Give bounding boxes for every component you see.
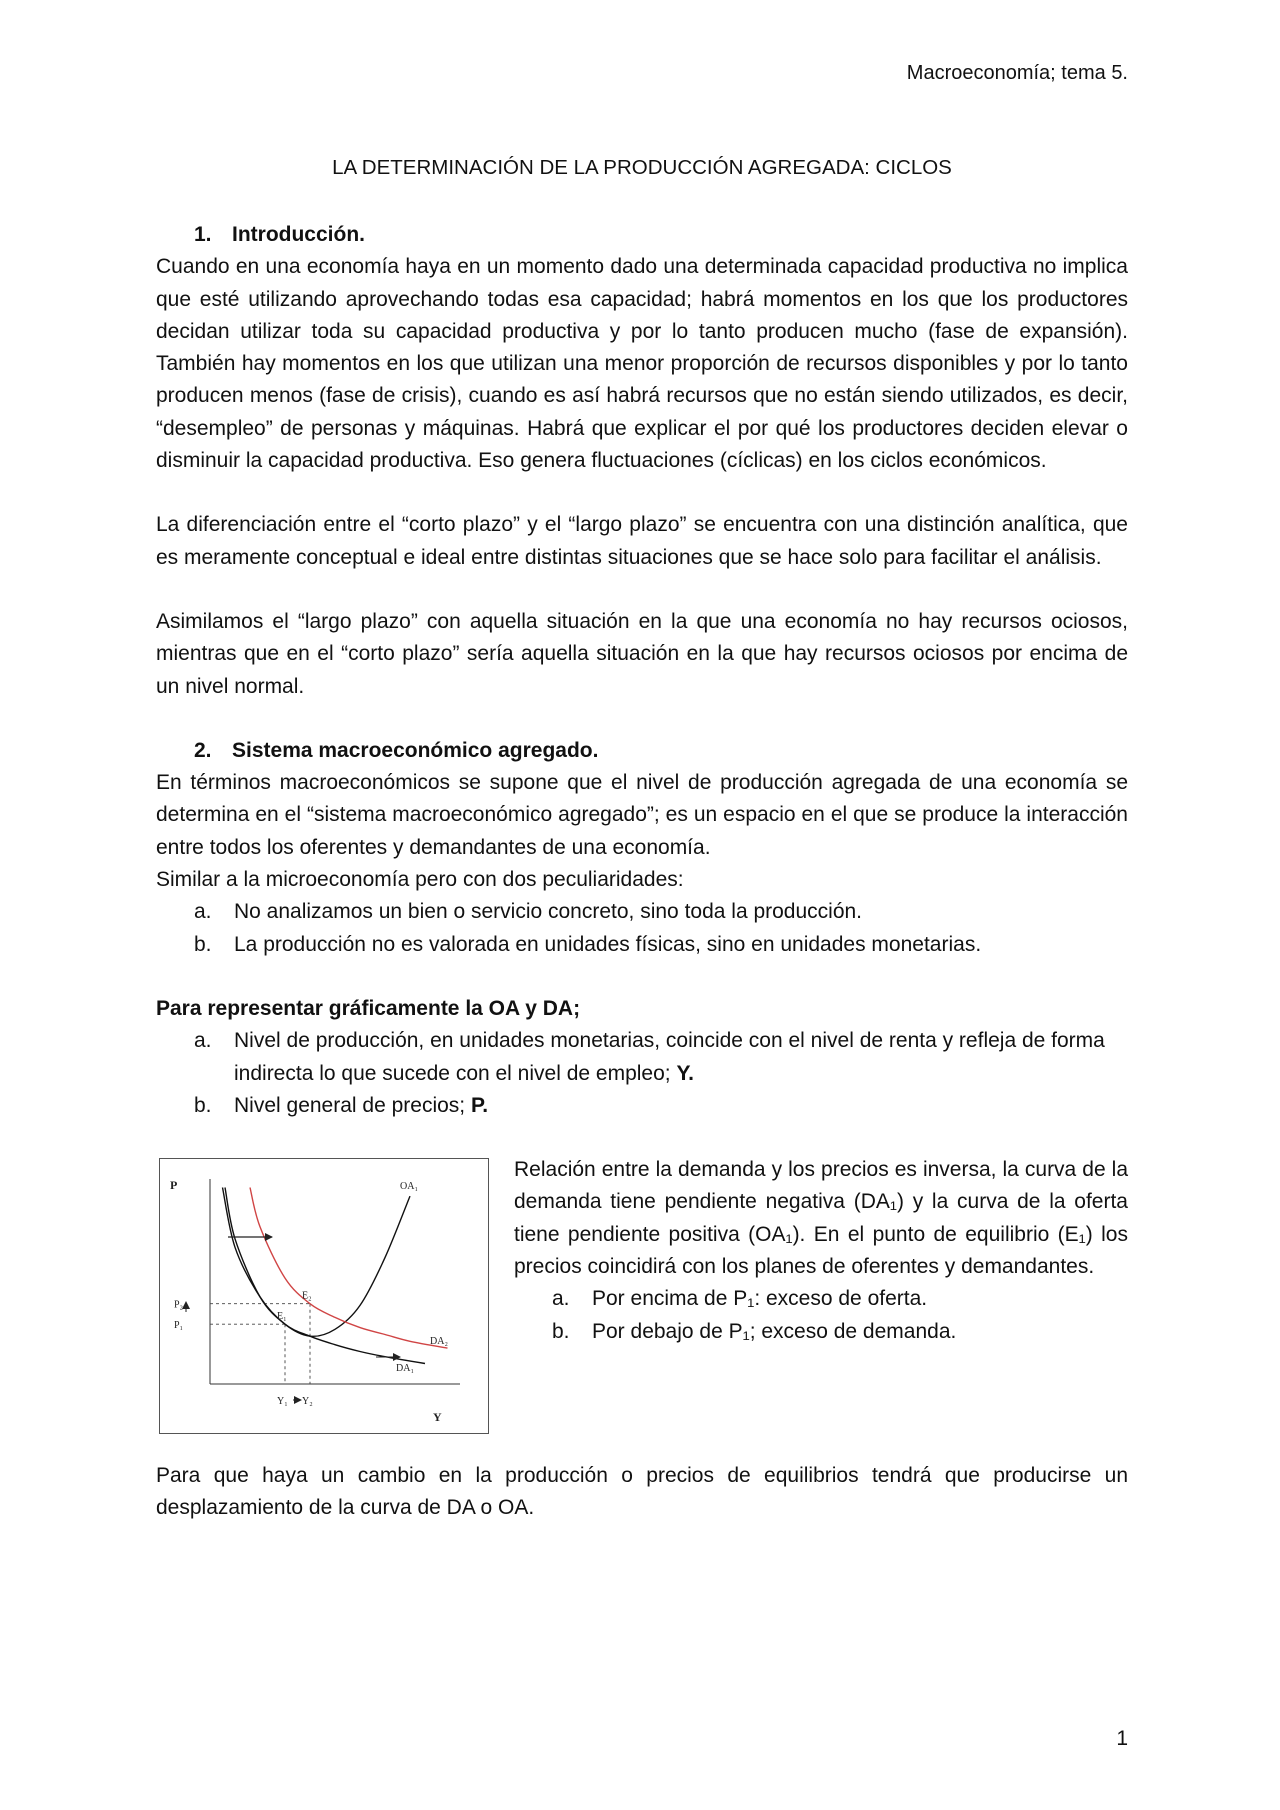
section-2-number: 2. [194, 738, 212, 762]
series-label-2: DA₁ [396, 1363, 414, 1375]
figure-paragraph: Relación entre la demanda y los precios es inversa, la curva de la demanda tiene pendiente negativa (DA₁) y la curva de la oferta tiene pendiente positiva (OA₁). En el punto de equilibrio (E₁) los precios coincidirá con los planes de oferentes y demandantes. [514, 1158, 1128, 1279]
list-item-bold: Y. [676, 1061, 694, 1085]
section-2-intro: Similar a la microeconomía pero con dos peculiaridades: [156, 868, 684, 892]
running-header: Macroeconomía; tema 5. [906, 62, 1128, 84]
list-marker: b. [194, 1093, 212, 1117]
list-item [514, 1316, 1128, 1348]
chart-svg [160, 1159, 487, 1432]
page-number: 1 [1116, 1727, 1128, 1750]
series-curve-3 [250, 1188, 448, 1349]
section-1-title: Introducción. [232, 223, 365, 246]
list-item [156, 929, 1128, 961]
document-title: LA DETERMINACIÓN DE LA PRODUCCIÓN AGREGADA: CICLOS [332, 156, 952, 179]
list-item [156, 1090, 1128, 1122]
x-tick-label-2: Y₂ [302, 1396, 313, 1408]
equilibrium-label-2: E₂ [302, 1290, 312, 1302]
list-item [514, 1283, 1128, 1315]
list-item-text: No analizamos un bien o servicio concreto, sino toda la producción. [234, 900, 863, 924]
equilibrium-label-1: E₁ [277, 1311, 287, 1323]
list-marker: b. [552, 1319, 570, 1343]
document-content [156, 219, 1128, 1525]
list-item-text: Por encima de P₁: exceso de oferta. [592, 1287, 928, 1311]
section-1-number: 1. [194, 223, 212, 246]
section-1-paragraph-3: Asimilamos el “largo plazo” con aquella situación en la que una economía no hay recursos ociosos, mientras que en el “corto plazo” sería aquella situación en la que hay recursos ociosos por encima de un nivel normal. [156, 609, 1128, 698]
list-item [156, 896, 1128, 928]
section-1-heading [156, 219, 1128, 251]
series-label-3: DA₂ [430, 1336, 448, 1348]
y-axis-label: P [170, 1178, 178, 1193]
y-tick-label-2: P₁ [174, 1320, 184, 1332]
list-item-text: La producción no es valorada en unidades físicas, sino en unidades monetarias. [234, 932, 982, 956]
list-item-bold: P. [470, 1093, 489, 1117]
list-item [156, 1025, 1128, 1090]
supply-demand-chart [159, 1158, 489, 1434]
list-marker: b. [194, 932, 212, 956]
graph-subheading: Para representar gráficamente la OA y DA; [156, 996, 581, 1020]
list-item-text: Por debajo de P₁; exceso de demanda. [592, 1319, 957, 1343]
y-tick-label-1: P₂ [174, 1299, 184, 1311]
figure-explanation [514, 1154, 1128, 1348]
section-1-paragraph-1: Cuando en una economía haya en un momento dado una determinada capacidad productiva no implica que esté utilizando aprovechando todas esa capacidad; habrá momentos en los que los productores decidan utilizar toda su capacidad productiva y por lo tanto producen mucho (fase de expansión). También hay momentos en los que utilizan una menor proporción de recursos disponibles y por lo tanto producen menos (fase de crisis), cuando es así habrá recursos que no están siendo utilizados, es decir, “desempleo” de personas y máquinas. Habrá que explicar el por qué los productores deciden elevar o disminuir la capacidad productiva. Eso genera fluctuaciones (cíclicas) en los ciclos económicos. [156, 255, 1128, 473]
list-item-text: Nivel general de precios; [234, 1093, 471, 1117]
x-axis-label: Y [433, 1410, 442, 1425]
series-label-1: OA₁ [400, 1181, 418, 1193]
list-marker: a. [552, 1287, 570, 1311]
section-1-paragraph-2: La diferenciación entre el “corto plazo” y el “largo plazo” se encuentra con una distinción analítica, que es meramente conceptual e ideal entre distintas situaciones que se hace solo para facilitar el análisis. [156, 513, 1128, 569]
figure-block [156, 1154, 1128, 1460]
closing-paragraph: Para que haya un cambio en la producción o precios de equilibrios tendrá que producirse un desplazamiento de la curva de DA o OA. [156, 1464, 1128, 1520]
section-2-heading [156, 735, 1128, 767]
section-2-paragraph: En términos macroeconómicos se supone que el nivel de producción agregada de una economía se determina en el “sistema macroeconómico agregado”; es un espacio en el que se produce la interacción entre todos los oferentes y demandantes de una economía. [156, 771, 1128, 859]
list-marker: a. [194, 900, 212, 924]
section-2-title: Sistema macroeconómico agregado. [232, 738, 599, 762]
list-marker: a. [194, 1029, 212, 1053]
chart-marks [174, 1181, 448, 1407]
x-tick-label-1: Y₁ [277, 1396, 288, 1408]
series-curve-1 [223, 1188, 411, 1337]
list-item-text: Nivel de producción, en unidades monetarias, coincide con el nivel de renta y refleja de forma indirecta lo que sucede con el nivel de empleo; [234, 1029, 1105, 1085]
